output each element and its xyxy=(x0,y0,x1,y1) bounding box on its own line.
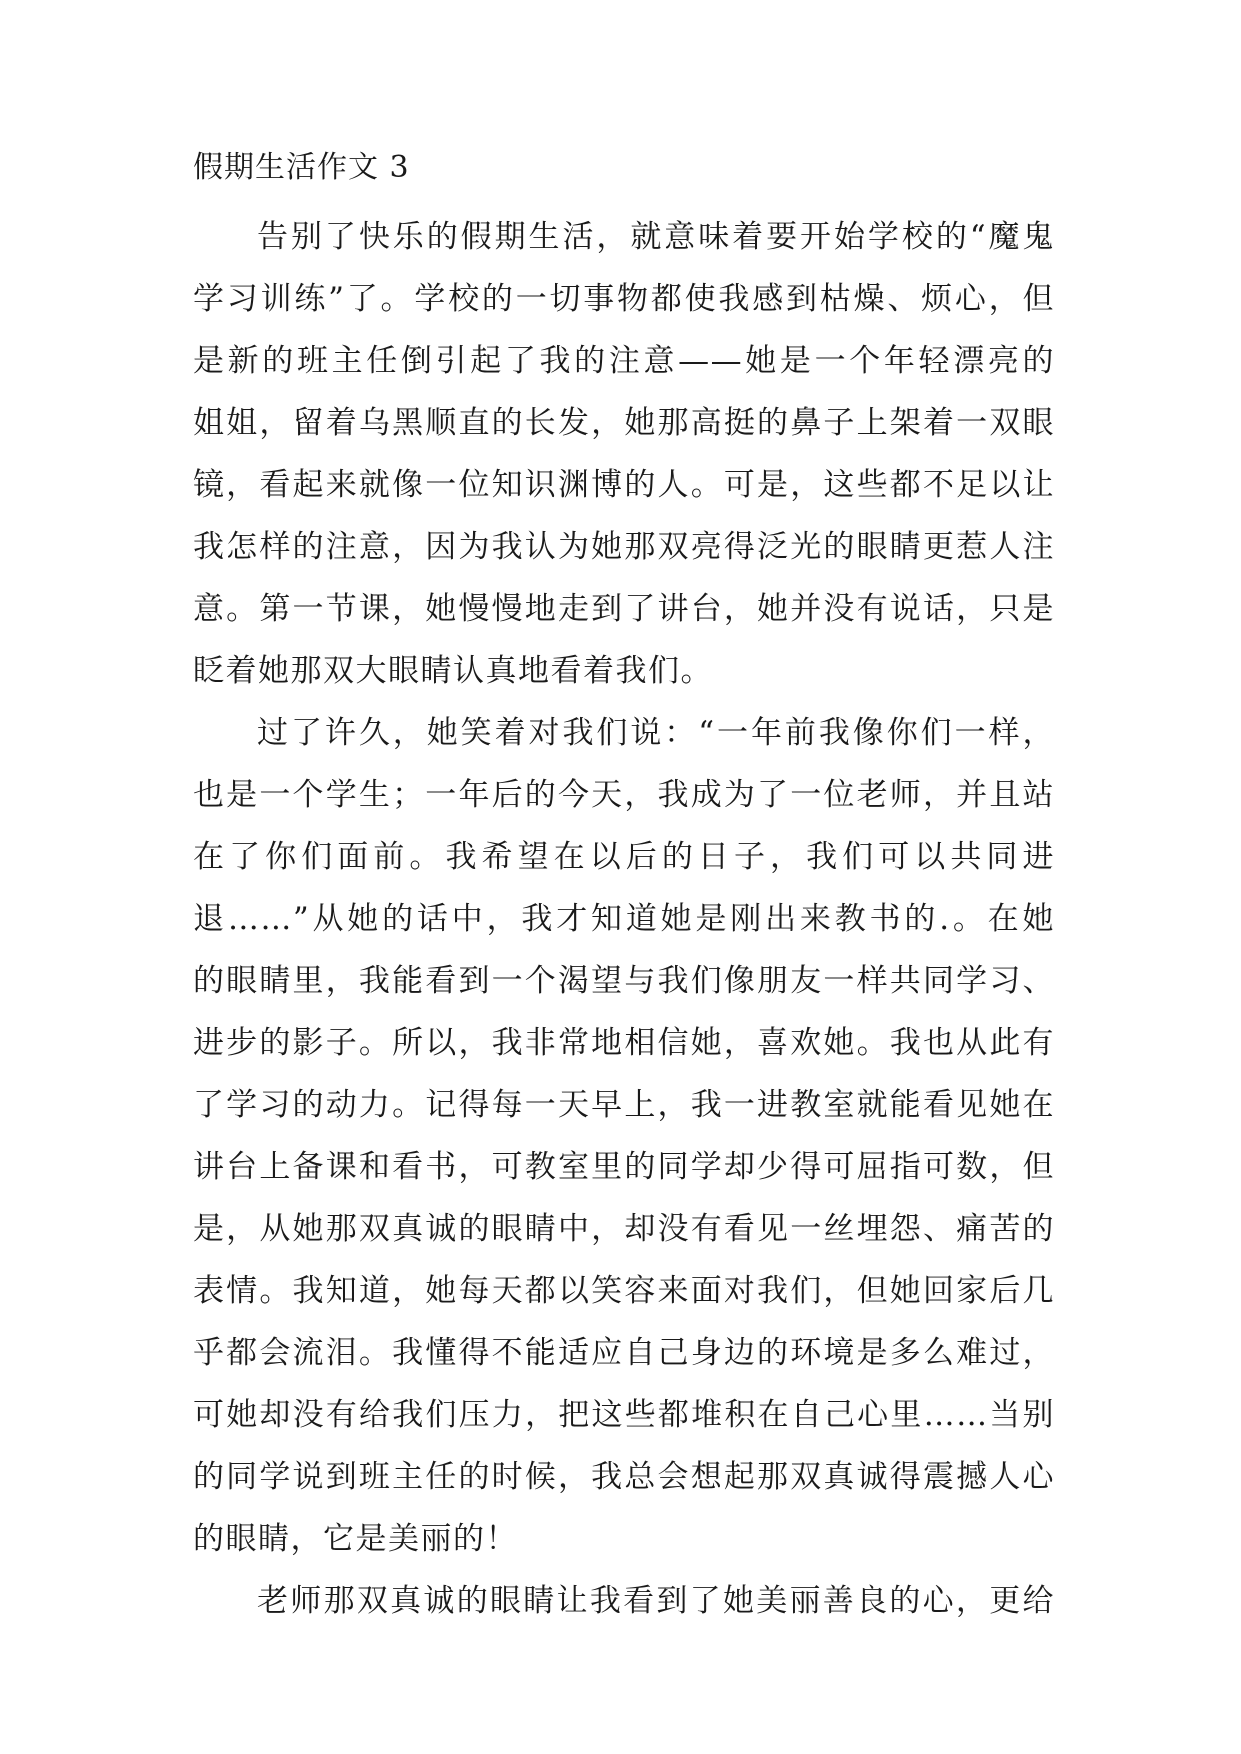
paragraph-3 xyxy=(193,1570,1055,1632)
paragraph-line: 老师那双真诚的眼睛让我看到了她美丽善良的心，更给 xyxy=(257,1583,1055,1619)
document-body xyxy=(193,146,1055,1632)
paragraph-line: 表情。我知道，她每天都以笑容来面对我们，但她回家后几 xyxy=(193,1273,1055,1309)
paragraph-line: 姐姐，留着乌黑顺直的长发，她那高挺的鼻子上架着一双眼 xyxy=(193,405,1055,441)
paragraph-line: 退……”从她的话中，我才知道她是刚出来教书的.。在她 xyxy=(193,901,1055,937)
paragraph-line: 也是一个学生；一年后的今天，我成为了一位老师，并且站 xyxy=(193,777,1055,813)
paragraph-line: 的眼睛里，我能看到一个渴望与我们像朋友一样共同学习、 xyxy=(193,963,1055,999)
paragraph-line: 乎都会流泪。我懂得不能适应自己身边的环境是多么难过， xyxy=(193,1335,1055,1371)
paragraph-line: 是，从她那双真诚的眼睛中，却没有看见一丝埋怨、痛苦的 xyxy=(193,1211,1055,1247)
document-title: 假期生活作文 3 xyxy=(193,150,410,185)
paragraph-line: 学习训练”了。学校的一切事物都使我感到枯燥、烦心，但 xyxy=(193,281,1055,317)
paragraph-1 xyxy=(193,206,1055,702)
paragraph-line: 可她却没有给我们压力，把这些都堆积在自己心里……当别 xyxy=(193,1397,1055,1433)
paragraph-line: 的眼睛，它是美丽的！ xyxy=(193,1521,518,1557)
paragraph-line: 我怎样的注意，因为我认为她那双亮得泛光的眼睛更惹人注 xyxy=(193,529,1055,565)
paragraph-line: 是新的班主任倒引起了我的注意——她是一个年轻漂亮的 xyxy=(193,343,1055,379)
paragraph-line: 镜，看起来就像一位知识渊博的人。可是，这些都不足以让 xyxy=(193,467,1055,503)
paragraph-line: 进步的影子。所以，我非常地相信她，喜欢她。我也从此有 xyxy=(193,1025,1055,1061)
paragraph-line: 意。第一节课，她慢慢地走到了讲台，她并没有说话，只是 xyxy=(193,591,1055,627)
paragraph-line: 的同学说到班主任的时候，我总会想起那双真诚得震撼人心 xyxy=(193,1459,1055,1495)
paragraph-line: 了学习的动力。记得每一天早上，我一进教室就能看见她在 xyxy=(193,1087,1055,1123)
paragraph-line: 讲台上备课和看书，可教室里的同学却少得可屈指可数，但 xyxy=(193,1149,1055,1185)
paragraph-2 xyxy=(193,702,1055,1570)
paragraph-line: 在了你们面前。我希望在以后的日子，我们可以共同进 xyxy=(193,839,1055,875)
paragraph-line: 眨着她那双大眼睛认真地看着我们。 xyxy=(193,653,713,689)
paragraph-line: 告别了快乐的假期生活，就意味着要开始学校的“魔鬼 xyxy=(257,219,1055,255)
paragraph-line: 过了许久，她笑着对我们说：“一年前我像你们一样， xyxy=(257,715,1055,751)
